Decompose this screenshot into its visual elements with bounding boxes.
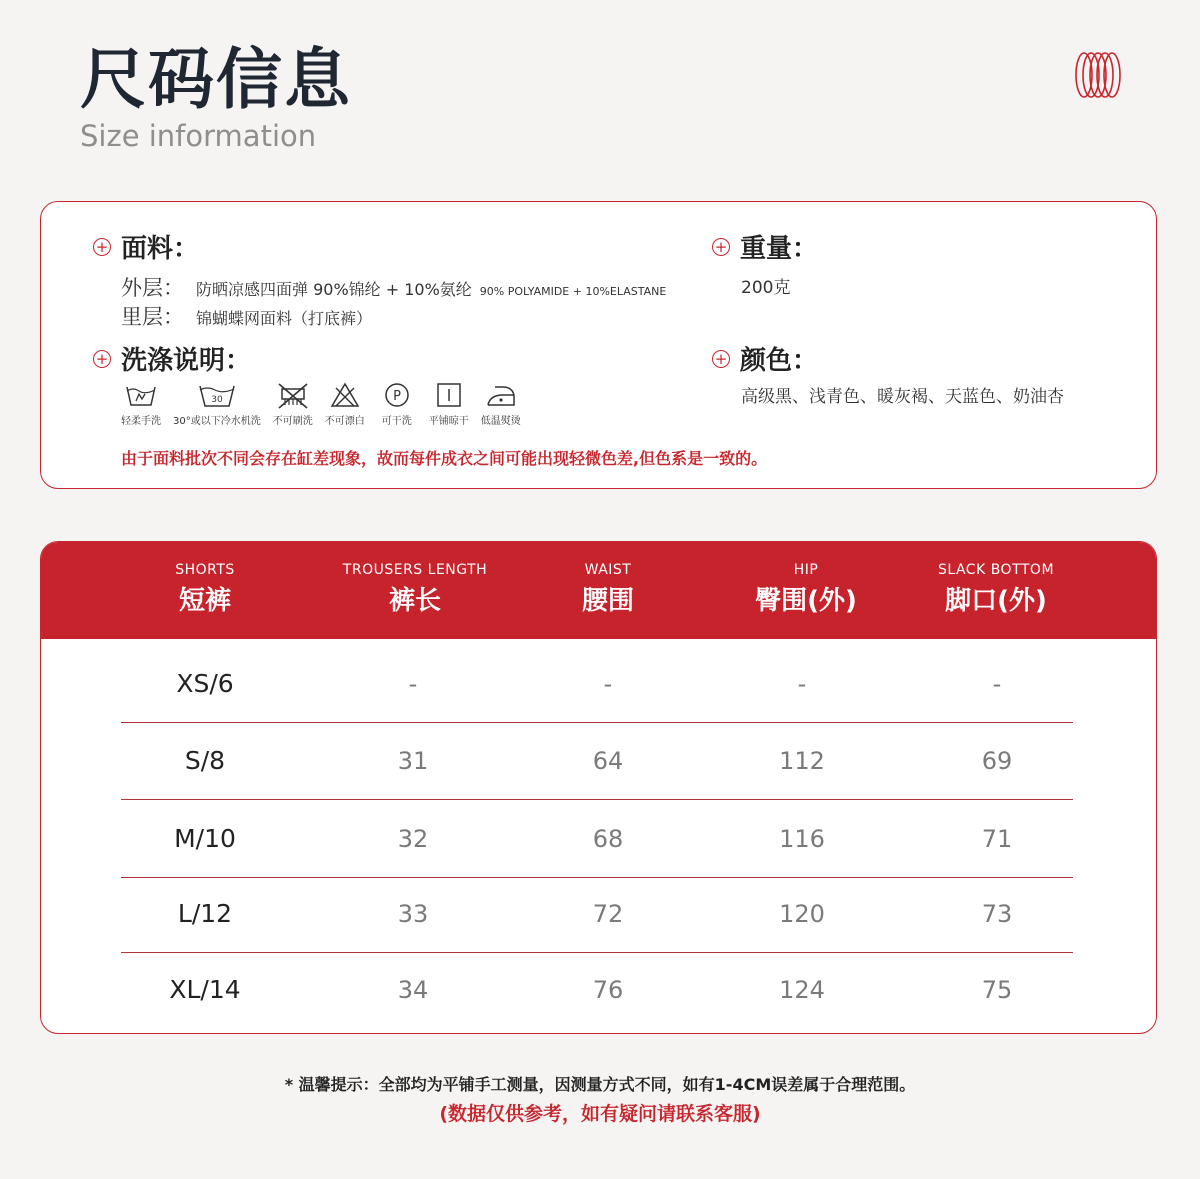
- fabric-info-card: [40, 201, 1157, 489]
- weight-value: 200克: [741, 278, 791, 298]
- header-en: WAIST: [584, 562, 632, 578]
- care-item: [273, 381, 313, 427]
- color-section-header: [712, 340, 818, 377]
- care-item: [325, 381, 365, 427]
- waist-cell: 72: [592, 900, 624, 928]
- color-options: 高级黑、浅青色、暖灰褐、天蓝色、奶油杏: [741, 387, 1064, 407]
- waist-cell: -: [603, 670, 613, 698]
- slack-bottom-cell: 71: [981, 825, 1013, 853]
- plus-icon: +: [712, 350, 730, 368]
- washing-section-header: [93, 340, 251, 377]
- dry-clean-letter: P: [392, 389, 401, 404]
- iron-low-icon: [481, 381, 521, 409]
- header-waist: [508, 558, 708, 620]
- plus-icon: +: [712, 238, 730, 256]
- care-label: 不可刷洗: [272, 416, 313, 427]
- fabric-section-header: [93, 228, 199, 265]
- size-cell: M/10: [174, 824, 236, 853]
- color-title: 颜色：: [740, 346, 819, 376]
- hip-cell: 116: [779, 825, 825, 853]
- hip-cell: -: [797, 670, 807, 698]
- table-row: [121, 646, 1073, 723]
- do-not-brush-icon: [273, 381, 313, 409]
- do-not-bleach-icon: [325, 381, 365, 409]
- hip-cell: 112: [779, 747, 825, 775]
- care-label: 30°或以下冷水机洗: [173, 416, 261, 427]
- header-en: SHORTS: [175, 562, 235, 578]
- slack-bottom-cell: -: [992, 670, 1002, 698]
- care-item: [481, 381, 521, 427]
- outer-layer-english: 90% POLYAMIDE + 10%ELASTANE: [479, 285, 667, 298]
- length-cell: -: [408, 670, 418, 698]
- header-cn: 短裤: [178, 586, 231, 616]
- header-cn: 臀围(外): [755, 586, 857, 616]
- header-cn: 脚口(外): [945, 586, 1047, 616]
- page-subtitle: Size information: [80, 119, 317, 153]
- fabric-outer-row: [121, 272, 666, 302]
- fabric-title: 面料：: [121, 234, 200, 264]
- reference-note: (数据仅供参考，如有疑问请联系客服): [439, 1103, 761, 1125]
- waist-cell: 64: [592, 747, 624, 775]
- care-label: 低温熨烫: [480, 416, 521, 427]
- header-slack-bottom: [896, 558, 1096, 620]
- wash-temp-label: 30: [211, 395, 223, 405]
- length-cell: 33: [397, 900, 429, 928]
- measurement-tip: * 温馨提示：全部均为平铺手工测量，因测量方式不同，如有1-4CM误差属于合理范围。: [284, 1075, 916, 1094]
- care-item: [377, 381, 417, 427]
- size-cell: XS/6: [176, 669, 234, 698]
- plus-icon: +: [93, 238, 111, 256]
- waist-cell: 68: [592, 825, 624, 853]
- length-cell: 34: [397, 976, 429, 1004]
- plus-icon: +: [93, 350, 111, 368]
- header-trousers-length: [315, 558, 515, 620]
- care-icons-row: [121, 381, 533, 427]
- table-row: [121, 723, 1073, 800]
- size-cell: XL/14: [169, 975, 241, 1004]
- fabric-inner-row: [121, 301, 372, 331]
- size-cell: S/8: [184, 746, 226, 775]
- dry-clean-p-icon: [377, 381, 417, 409]
- color-difference-warning: 由于面料批次不同会存在缸差现象，故而每件成衣之间可能出现轻微色差,但色系是一致的。: [121, 449, 768, 468]
- size-cell: L/12: [177, 899, 233, 928]
- dry-flat-icon: [429, 381, 469, 409]
- slack-bottom-cell: 73: [981, 900, 1013, 928]
- header-shorts: [105, 558, 305, 620]
- header-en: SLACK BOTTOM: [937, 562, 1055, 578]
- weight-title: 重量：: [740, 234, 819, 264]
- page-title: 尺码信息: [80, 41, 352, 118]
- care-item: [429, 381, 469, 427]
- size-chart-header: [41, 542, 1156, 639]
- brand-logo-icon: [1072, 50, 1124, 100]
- hip-cell: 124: [779, 976, 825, 1004]
- header-hip: [706, 558, 906, 620]
- header-en: TROUSERS LENGTH: [342, 562, 488, 578]
- outer-layer-value: 防晒凉感四面弹 90%锦纶 + 10%氨纶: [196, 280, 472, 299]
- header-en: HIP: [793, 562, 819, 578]
- care-label: 不可漂白: [324, 416, 365, 427]
- washing-title: 洗涤说明：: [121, 346, 252, 376]
- care-label: 平铺晾干: [428, 416, 469, 427]
- slack-bottom-cell: 69: [981, 747, 1013, 775]
- care-item: [121, 381, 161, 427]
- inner-layer-label: 里层：: [121, 305, 184, 329]
- header-cn: 腰围: [581, 586, 634, 616]
- table-row: [121, 952, 1073, 1028]
- size-chart: [40, 541, 1157, 1034]
- header-cn: 裤长: [388, 586, 441, 616]
- table-row: [121, 876, 1073, 953]
- table-row: [121, 801, 1073, 878]
- care-label: 可干洗: [381, 416, 412, 427]
- outer-layer-label: 外层：: [121, 276, 184, 300]
- inner-layer-value: 锦蝴蝶网面料（打底裤）: [196, 309, 373, 328]
- weight-section-header: [712, 228, 818, 265]
- waist-cell: 76: [592, 976, 624, 1004]
- length-cell: 32: [397, 825, 429, 853]
- length-cell: 31: [397, 747, 429, 775]
- hip-cell: 120: [779, 900, 825, 928]
- slack-bottom-cell: 75: [981, 976, 1013, 1004]
- care-label: 轻柔手洗: [121, 416, 161, 427]
- machine-wash-30-icon: [197, 381, 237, 409]
- gentle-hand-wash-icon: [121, 381, 161, 409]
- care-item: [173, 381, 261, 427]
